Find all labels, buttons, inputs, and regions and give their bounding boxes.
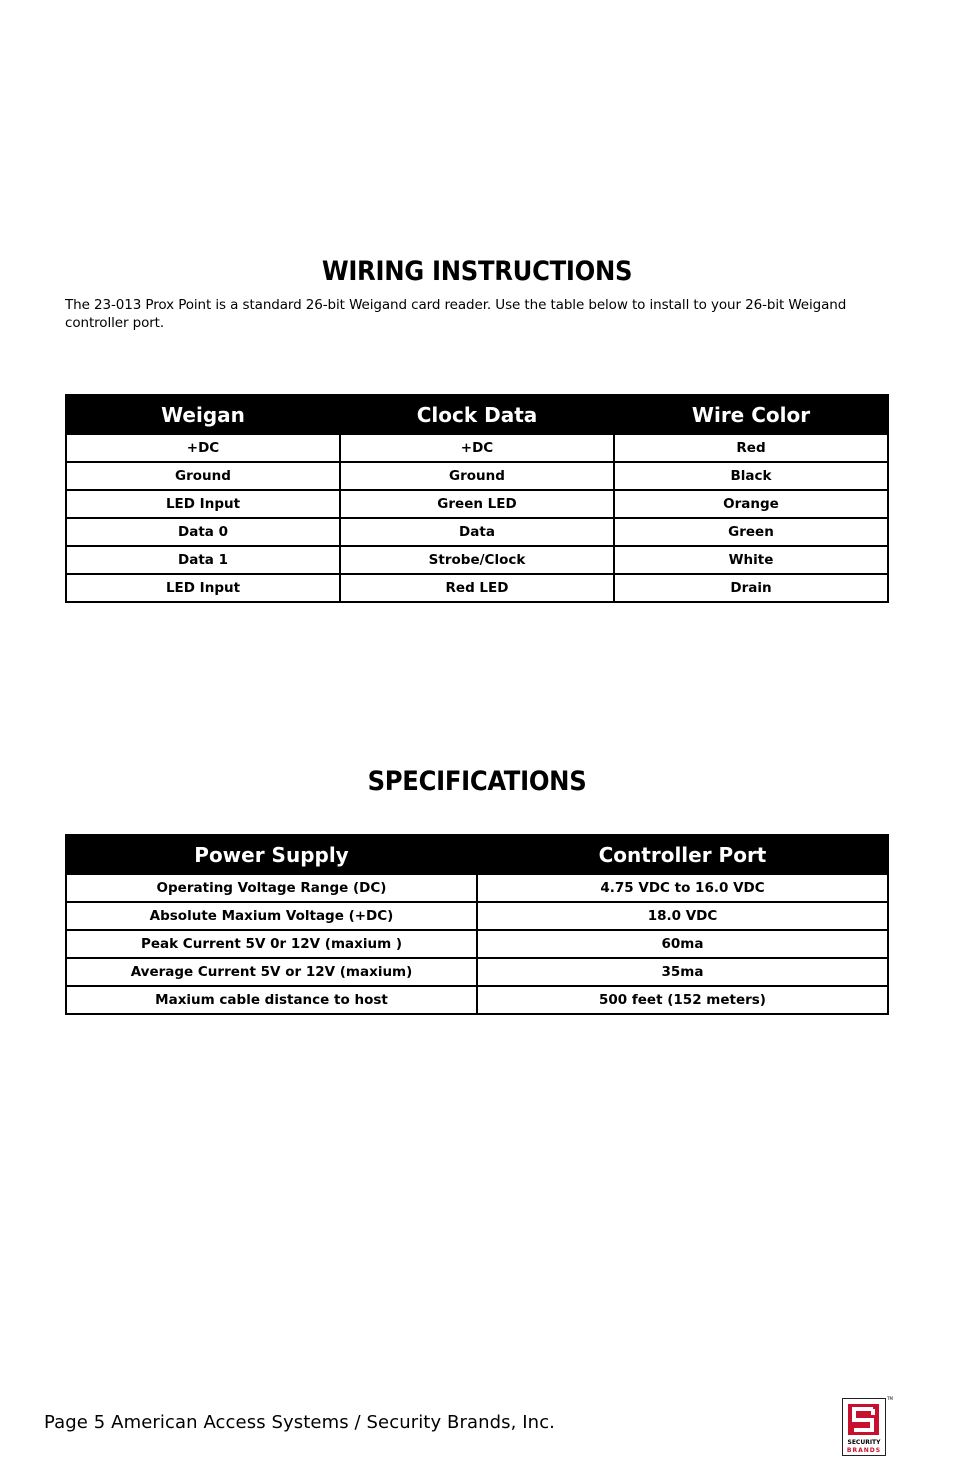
logo-word-security: SECURITY	[847, 1439, 881, 1446]
wiring-title: WIRING INSTRUCTIONS	[321, 256, 633, 287]
footer-page-label: Page 5 American Access Systems / Security Brands, Inc.	[44, 1412, 556, 1433]
table-cell: Red	[614, 434, 888, 462]
table-row	[66, 874, 888, 902]
table-row	[66, 490, 888, 518]
table-cell: LED Input	[66, 574, 340, 602]
table-cell: Peak Current 5V 0r 12V (maxium )	[66, 930, 477, 958]
table-cell: 60ma	[477, 930, 888, 958]
sb-logo-mark-icon	[843, 1400, 885, 1440]
table-row	[66, 462, 888, 490]
table-cell: White	[614, 546, 888, 574]
table-cell: +DC	[66, 434, 340, 462]
table-cell: Red LED	[340, 574, 614, 602]
table-cell: LED Input	[66, 490, 340, 518]
specifications-table	[65, 834, 889, 1015]
wiring-intro: The 23-013 Prox Point is a standard 26-bit Weigand card reader. Use the table below to install to your 26-bit Weigand controller port.	[65, 297, 847, 331]
wiring-table	[65, 394, 889, 603]
table-row	[66, 958, 888, 986]
table-cell: Maxium cable distance to host	[66, 986, 477, 1014]
specifications-header-row	[66, 835, 888, 874]
table-cell: Green LED	[340, 490, 614, 518]
table-cell: 18.0 VDC	[477, 902, 888, 930]
table-cell: Data	[340, 518, 614, 546]
table-row	[66, 574, 888, 602]
wiring-header-row	[66, 395, 888, 434]
table-cell: Data 1	[66, 546, 340, 574]
table-cell: Average Current 5V or 12V (maxium)	[66, 958, 477, 986]
table-cell: 4.75 VDC to 16.0 VDC	[477, 874, 888, 902]
wiring-header-wire-color: Wire Color	[614, 395, 888, 434]
specifications-header-power-supply: Power Supply	[66, 835, 477, 874]
table-cell: Green	[614, 518, 888, 546]
table-cell: Ground	[340, 462, 614, 490]
table-row	[66, 518, 888, 546]
logo-trademark: TM	[887, 1396, 893, 1401]
table-cell: 35ma	[477, 958, 888, 986]
table-cell: Absolute Maxium Voltage (+DC)	[66, 902, 477, 930]
security-brands-logo	[842, 1396, 893, 1456]
table-cell: Orange	[614, 490, 888, 518]
logo-word-brands: BRANDS	[846, 1447, 882, 1454]
table-cell: Strobe/Clock	[340, 546, 614, 574]
table-cell: Drain	[614, 574, 888, 602]
table-row	[66, 986, 888, 1014]
table-row	[66, 546, 888, 574]
table-cell: Data 0	[66, 518, 340, 546]
wiring-header-weigan: Weigan	[66, 395, 340, 434]
table-row	[66, 930, 888, 958]
table-cell: +DC	[340, 434, 614, 462]
specifications-title: SPECIFICATIONS	[367, 766, 587, 797]
table-cell: Black	[614, 462, 888, 490]
table-cell: Operating Voltage Range (DC)	[66, 874, 477, 902]
specifications-header-controller-port: Controller Port	[477, 835, 888, 874]
table-cell: Ground	[66, 462, 340, 490]
table-row	[66, 902, 888, 930]
table-row	[66, 434, 888, 462]
wiring-header-clock-data: Clock Data	[340, 395, 614, 434]
table-cell: 500 feet (152 meters)	[477, 986, 888, 1014]
